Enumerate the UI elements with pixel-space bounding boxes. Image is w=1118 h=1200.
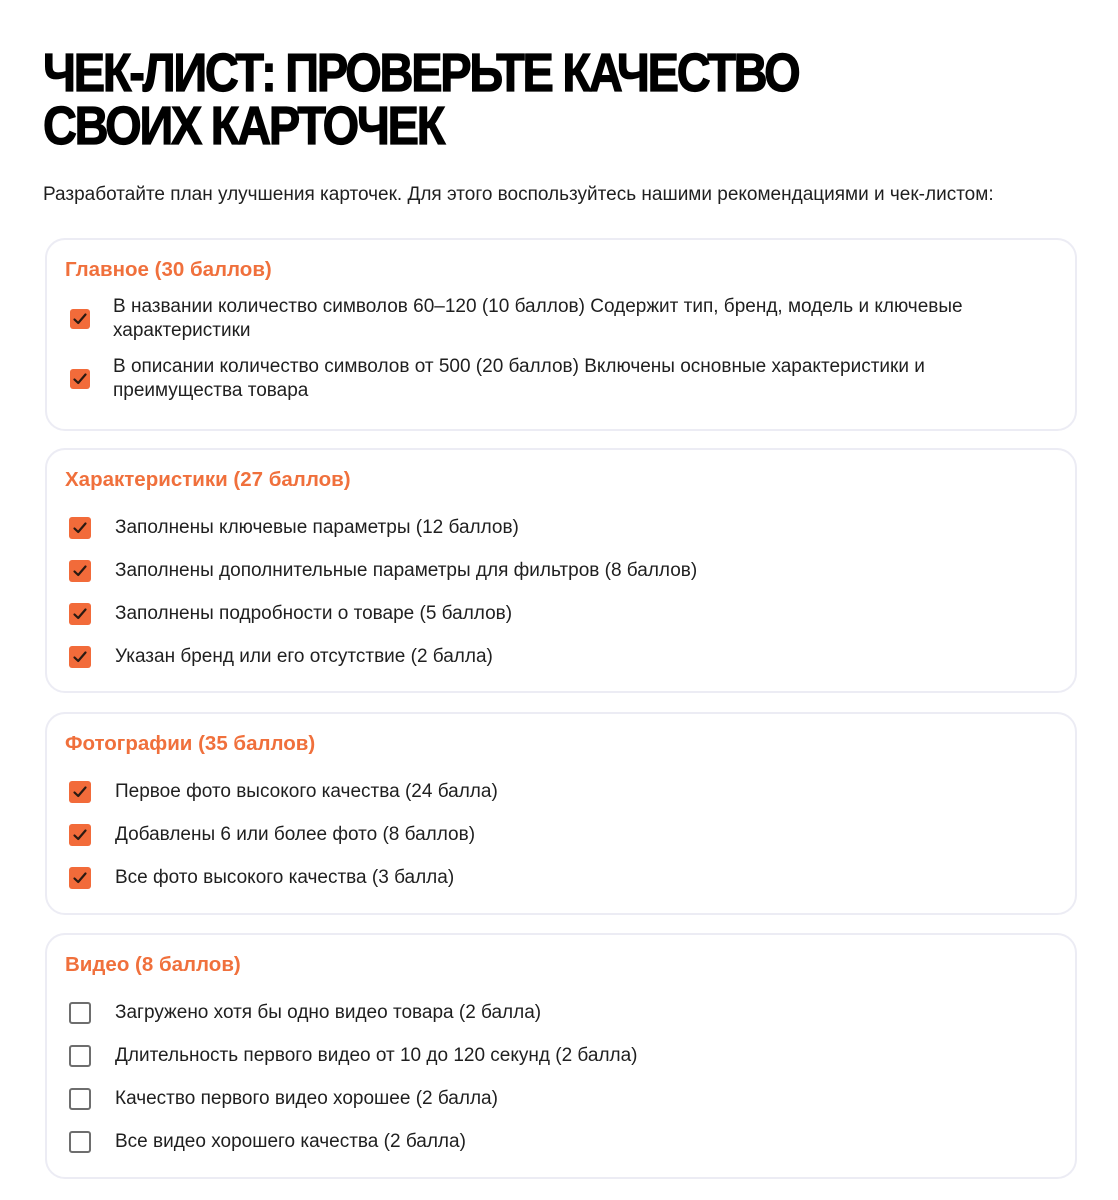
checkbox-unchecked[interactable] (69, 1045, 91, 1067)
checkbox-checked[interactable] (69, 517, 91, 539)
checklist-item-label-line-2: характеристики (113, 320, 251, 341)
checkbox-checked[interactable] (69, 560, 91, 582)
checklist-item-label: Загружено хотя бы одно видео товара (2 балла) (115, 1001, 542, 1023)
checklist-item[interactable] (65, 1034, 1057, 1077)
section-title: Фотографии (35 баллов) (65, 732, 316, 755)
section-photos (45, 712, 1077, 915)
checkmark-icon (71, 826, 89, 844)
checklist-item-label: Качество первого видео хорошее (2 балла) (115, 1087, 498, 1109)
section-characteristics (45, 448, 1077, 693)
checkbox-checked[interactable] (70, 369, 90, 389)
checklist-item-label (65, 355, 925, 403)
checklist-item-label-line-2: преимущества товара (113, 380, 309, 401)
section-title: Главное (30 баллов) (65, 258, 272, 281)
page-title (43, 0, 826, 156)
checkbox-unchecked[interactable] (69, 1002, 91, 1024)
checkmark-icon (71, 310, 89, 328)
checklist-item[interactable] (65, 1120, 1057, 1163)
checklist-item-label: Первое фото высокого качества (24 балла) (115, 780, 498, 802)
checkbox-checked[interactable] (69, 603, 91, 625)
section-title: Видео (8 баллов) (65, 953, 241, 976)
checkmark-icon (71, 562, 89, 580)
checklist-item[interactable] (65, 295, 1057, 343)
checklist-item[interactable] (65, 355, 1057, 403)
checklist-item-label-line-1: В названии количество символов 60–120 (10 баллов) Содержит тип, бренд, модель и ключевые (113, 296, 963, 317)
section-video (45, 933, 1077, 1179)
checkbox-unchecked[interactable] (69, 1131, 91, 1153)
checklist-item-label (65, 295, 963, 343)
checklist-item[interactable] (65, 592, 1057, 635)
page-title-line-1: ЧЕК-ЛИСТ: ПРОВЕРЬТЕ КАЧЕСТВО (43, 43, 799, 103)
checklist-item-label: Все видео хорошего качества (2 балла) (115, 1130, 466, 1152)
checkmark-icon (71, 648, 89, 666)
checklist-item[interactable] (65, 991, 1057, 1034)
checklist-item-label: Добавлены 6 или более фото (8 баллов) (115, 823, 476, 845)
checklist-item[interactable] (65, 770, 1057, 813)
checkmark-icon (71, 370, 89, 388)
checkmark-icon (71, 869, 89, 887)
checklist-item-label: Указан бренд или его отсутствие (2 балла) (115, 645, 493, 667)
checklist-item-label: Заполнены дополнительные параметры для фильтров (8 баллов) (115, 559, 698, 581)
checkbox-checked[interactable] (69, 824, 91, 846)
checklist-item[interactable] (65, 635, 1057, 678)
checkmark-icon (71, 783, 89, 801)
page-subtitle: Разработайте план улучшения карточек. Для этого воспользуйтесь нашими рекомендациями и чек-листом: (43, 184, 994, 205)
checklist-item-label-line-1: В описании количество символов от 500 (20 баллов) Включены основные характеристики и (113, 356, 925, 377)
checklist-item-label: Заполнены подробности о товаре (5 баллов) (115, 602, 513, 624)
checklist-item[interactable] (65, 856, 1057, 899)
checklist-item-label: Длительность первого видео от 10 до 120 секунд (2 балла) (115, 1044, 638, 1066)
checklist-item[interactable] (65, 813, 1057, 856)
checkbox-checked[interactable] (69, 781, 91, 803)
section-main (45, 238, 1077, 431)
checkbox-checked[interactable] (69, 646, 91, 668)
checklist-item-label: Все фото высокого качества (3 балла) (115, 866, 455, 888)
checklist-item[interactable] (65, 506, 1057, 549)
checkbox-checked[interactable] (69, 867, 91, 889)
checklist-item[interactable] (65, 1077, 1057, 1120)
checkbox-unchecked[interactable] (69, 1088, 91, 1110)
section-title: Характеристики (27 баллов) (65, 468, 351, 491)
page-title-line-2: СВОИХ КАРТОЧЕК (43, 96, 444, 156)
checkmark-icon (71, 519, 89, 537)
checkbox-checked[interactable] (70, 309, 90, 329)
checklist-item-label: Заполнены ключевые параметры (12 баллов) (115, 516, 519, 538)
checklist-item[interactable] (65, 549, 1057, 592)
checkmark-icon (71, 605, 89, 623)
